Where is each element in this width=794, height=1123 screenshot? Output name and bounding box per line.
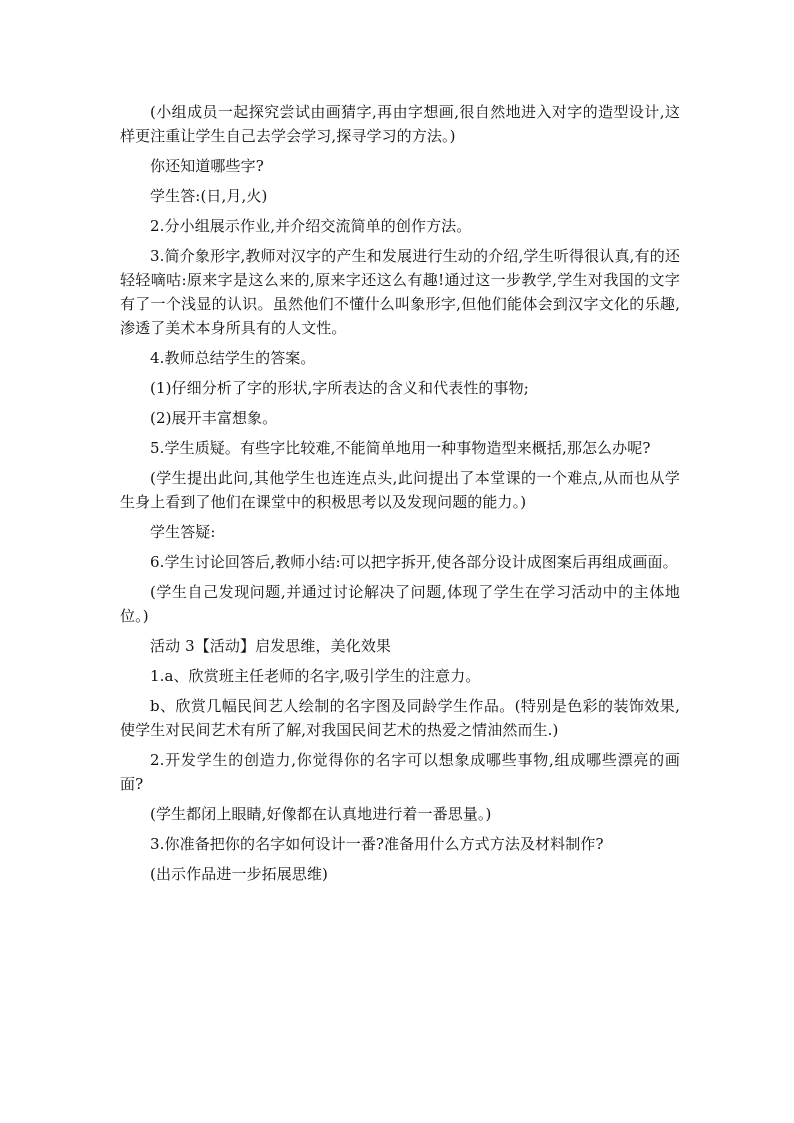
paragraph-summary-2: (2)展开丰富想象。 xyxy=(150,409,278,427)
activity-3-heading: 活动 3【活动】启发思维，美化效果 xyxy=(150,637,392,655)
paragraph-show-works: (出示作品进一步拓展思维) xyxy=(150,865,329,883)
paragraph-activity-1b: b、欣赏几幅民间艺人绘制的名字图及同龄学生作品。(特别是色彩的装饰效果,使学生对民间艺术有所了解,对我国民间艺术的热爱之情油然而生.) xyxy=(120,697,680,739)
paragraph-subject-note: (学生自己发现问题,并通过讨论解决了问题,体现了学生在学习活动中的主体地位。) xyxy=(120,583,680,625)
paragraph-step-5: 5.学生质疑。有些字比较难,不能简单地用一种事物造型来概括,那怎么办呢? xyxy=(150,439,651,457)
paragraph-summary-1: (1)仔细分析了字的形状,字所表达的含义和代表性的事物; xyxy=(150,379,529,397)
paragraph-step-3: 3.简介象形字,教师对汉字的产生和发展进行生动的介绍,学生听得很认真,有的还轻轻嘀咕:原来字是这么来的,原来字还这么有趣!通过这一步教学,学生对我国的文字有了一个浅显的认识。虽然他们不懂什么叫象形字,但他们能体会到汉字文化的乐趣,渗透了美术本身所具有的人文性。 xyxy=(120,247,680,337)
paragraph-design-note: (小组成员一起探究尝试由画猜字,再由字想画,很自然地进入对字的造型设计,这样更注重让学生自己去学会学习,探寻学习的方法。) xyxy=(120,103,680,145)
document-page xyxy=(120,100,680,892)
paragraph-step-6: 6.学生讨论回答后,教师小结:可以把字拆开,使各部分设计成图案后再组成画面。 xyxy=(150,553,678,571)
paragraph-activity-2: 2.开发学生的创造力,你觉得你的名字可以想象成哪些事物,组成哪些漂亮的画面? xyxy=(120,751,680,793)
paragraph-student-qa: 学生答疑: xyxy=(150,523,216,541)
paragraph-activity-1a: 1.a、欣赏班主任老师的名字,吸引学生的注意力。 xyxy=(150,667,481,685)
paragraph-thinking-note: (学生都闭上眼睛,好像都在认真地进行着一番思量。) xyxy=(150,805,492,823)
paragraph-step-4: 4.教师总结学生的答案。 xyxy=(150,349,316,367)
paragraph-question-other-chars: 你还知道哪些字? xyxy=(150,157,264,175)
paragraph-student-answer: 学生答:(日,月,火) xyxy=(150,187,268,205)
paragraph-activity-3: 3.你准备把你的名字如何设计一番?准备用什么方式方法及材料制作? xyxy=(150,835,604,853)
paragraph-difficulty-note: (学生提出此问,其他学生也连连点头,此问提出了本堂课的一个难点,从而也从学生身上看到了他们在课堂中的积极思考以及发现问题的能力。) xyxy=(120,469,680,511)
paragraph-step-2: 2.分小组展示作业,并介绍交流简单的创作方法。 xyxy=(150,217,472,235)
